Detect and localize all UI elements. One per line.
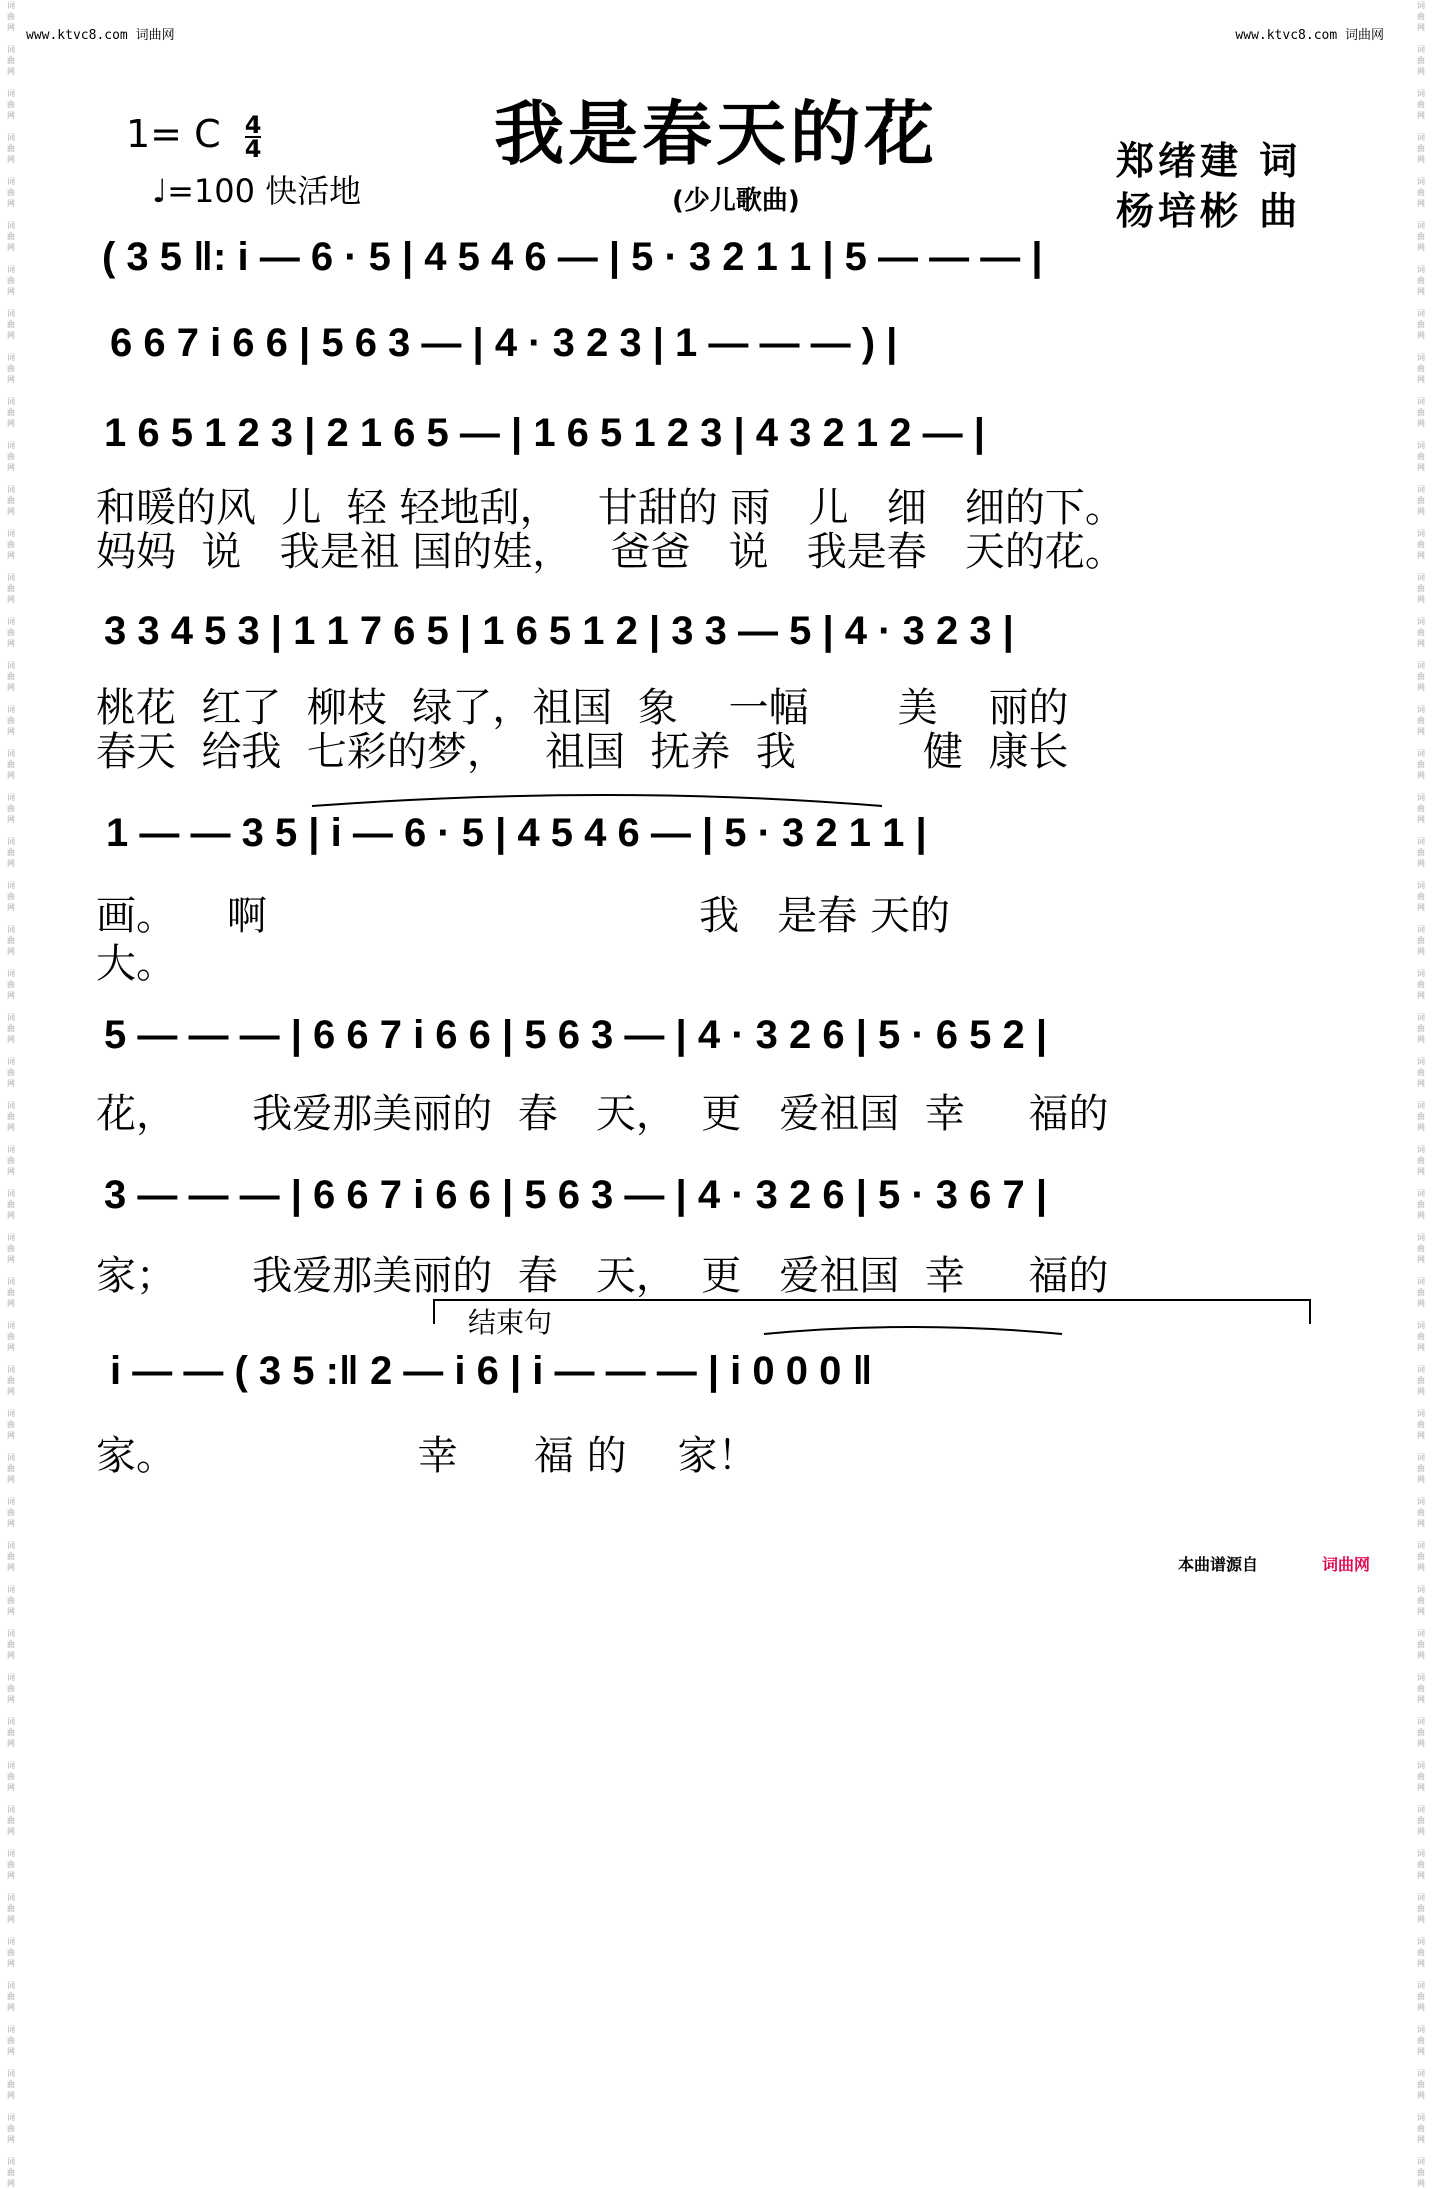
lyric-line-3a: 画。 啊 我 是春 天的 xyxy=(96,893,951,939)
notation-row-4 xyxy=(92,596,1332,666)
source-text: 本曲谱源自 xyxy=(1178,1555,1259,1574)
key-label: 1= C xyxy=(126,112,221,156)
song-subtitle: (少儿歌曲) xyxy=(672,186,800,216)
lyricist-credit: 郑绪建 词 xyxy=(1116,138,1302,183)
notation-row-5 xyxy=(92,798,1332,868)
notation-text: 1 — — 3 5 | i — 6 · 5 | 4 5 4 6 — | 5 · 3 2 1 1 | xyxy=(106,811,927,855)
site-header-right: www.ktvc8.com 词曲网 xyxy=(1235,28,1384,43)
notation-text: 3 3 4 5 3 | 1 1 7 6 5 | 1 6 5 1 2 | 3 3 — 5 | 4 · 3 2 3 | xyxy=(104,609,1014,653)
watermark-left: 词 曲 网 词 曲 网 词 曲 网 词 曲 网 词 曲 网 词 曲 网 词 曲 网 词 曲 网 词 曲 网 词 曲 网 词 曲 网 词 曲 网 词 曲 网 词 曲 网 词 曲 网 词 曲 网 词 曲 网 词 曲 网 词 曲 网 词 曲 网 词 曲 网 词 曲 网 词 曲 网 词 曲 网 词 曲 网 词 曲 网 词 曲 网 词 曲 网 词 曲 网 词 曲 网 词 曲 网 词 曲 网 词 曲 网 词 曲 网 词 曲 网 词 曲 网 词 曲 网 词 曲 网 词 曲 网 词 曲 网 词 曲 网 词 曲 网 词 曲 网 词 曲 网 词 曲 网 词 曲 网 词 曲 网 词 曲 网 词 曲 网 词 曲 网 xyxy=(7,1,15,2188)
notation-row-2 xyxy=(92,308,1332,378)
notation-row-8 xyxy=(92,1296,1332,1406)
notation-text: 5 — — — | 6 6 7 i 6 6 | 5 6 3 — | 4 · 3 2 6 | 5 · 6 5 2 | xyxy=(104,1013,1048,1057)
lyric-line-3b: 大。 xyxy=(96,941,176,987)
key-signature xyxy=(126,110,262,163)
time-numerator: 4 xyxy=(244,110,262,139)
tempo-marking xyxy=(152,166,361,212)
watermark-right: 词 曲 网 词 曲 网 词 曲 网 词 曲 网 词 曲 网 词 曲 网 词 曲 网 词 曲 网 词 曲 网 词 曲 网 词 曲 网 词 曲 网 词 曲 网 词 曲 网 词 曲 网 词 曲 网 词 曲 网 词 曲 网 词 曲 网 词 曲 网 词 曲 网 词 曲 网 词 曲 网 词 曲 网 词 曲 网 词 曲 网 词 曲 网 词 曲 网 词 曲 网 词 曲 网 词 曲 网 词 曲 网 词 曲 网 词 曲 网 词 曲 网 词 曲 网 词 曲 网 词 曲 网 词 曲 网 词 曲 网 词 曲 网 词 曲 网 词 曲 网 词 曲 网 词 曲 网 词 曲 网 词 曲 网 词 曲 网 词 曲 网 词 曲 网 xyxy=(1417,1,1425,2188)
song-title: 我是春天的花 xyxy=(494,92,938,175)
quarter-note-icon: ♩ xyxy=(152,172,168,210)
source-site-link[interactable]: 词曲网 xyxy=(1322,1555,1371,1574)
lyric-line-2a: 桃花 红了 柳枝 绿了，祖国 象 一幅 美 丽的 xyxy=(96,685,1069,731)
notation-text: 6 6 7 i 6 6 | 5 6 3 — | 4 · 3 2 3 | 1 — — — ) | xyxy=(110,321,898,365)
notation-row-3 xyxy=(92,398,1332,468)
notation-text: 3 — — — | 6 6 7 i 6 6 | 5 6 3 — | 4 · 3 2 6 | 5 · 3 6 7 | xyxy=(104,1173,1048,1217)
site-header-left: www.ktvc8.com 词曲网 xyxy=(26,28,175,43)
time-signature xyxy=(244,110,262,163)
ending-bracket xyxy=(434,1300,1310,1324)
lyric-line-5: 家； 我爱那美丽的 春 天， 更 爱祖国 幸 福的 xyxy=(96,1253,1109,1299)
tempo-text: =100 快活地 xyxy=(167,172,362,210)
lyric-line-1a: 和暖的风 儿 轻 轻地刮， 甘甜的 雨 儿 细 细的下。 xyxy=(96,485,1125,531)
notation-row-6 xyxy=(92,1000,1332,1070)
tie-mark xyxy=(764,1327,1062,1334)
composer-credit: 杨培彬 曲 xyxy=(1116,188,1302,233)
notation-text: 1 6 5 1 2 3 | 2 1 6 5 — | 1 6 5 1 2 3 | 4 3 2 1 2 — | xyxy=(104,411,985,455)
slur-mark xyxy=(312,795,882,806)
lyric-line-1b: 妈妈 说 我是祖 国的娃， 爸爸 说 我是春 天的花。 xyxy=(96,529,1125,575)
lyric-line-2b: 春天 给我 七彩的梦， 祖国 抚养 我 健 康长 xyxy=(96,729,1069,775)
ending-label: 结束句 xyxy=(468,1306,553,1339)
lyric-line-4: 花， 我爱那美丽的 春 天， 更 爱祖国 幸 福的 xyxy=(96,1091,1109,1137)
notation-row-1 xyxy=(92,222,1332,292)
notation-text: i — — ( 3 5 :‖ 2 — i 6 | i — — — | i 0 0 0 ‖ xyxy=(110,1349,873,1393)
notation-text: ( 3 5 ‖: i — 6 · 5 | 4 5 4 6 — | 5 · 3 2 1 1 | 5 — — — | xyxy=(102,235,1043,279)
time-denominator: 4 xyxy=(244,134,262,163)
lyric-line-6: 家。 幸 福 的 家！ xyxy=(96,1433,758,1479)
notation-row-7 xyxy=(92,1160,1332,1230)
